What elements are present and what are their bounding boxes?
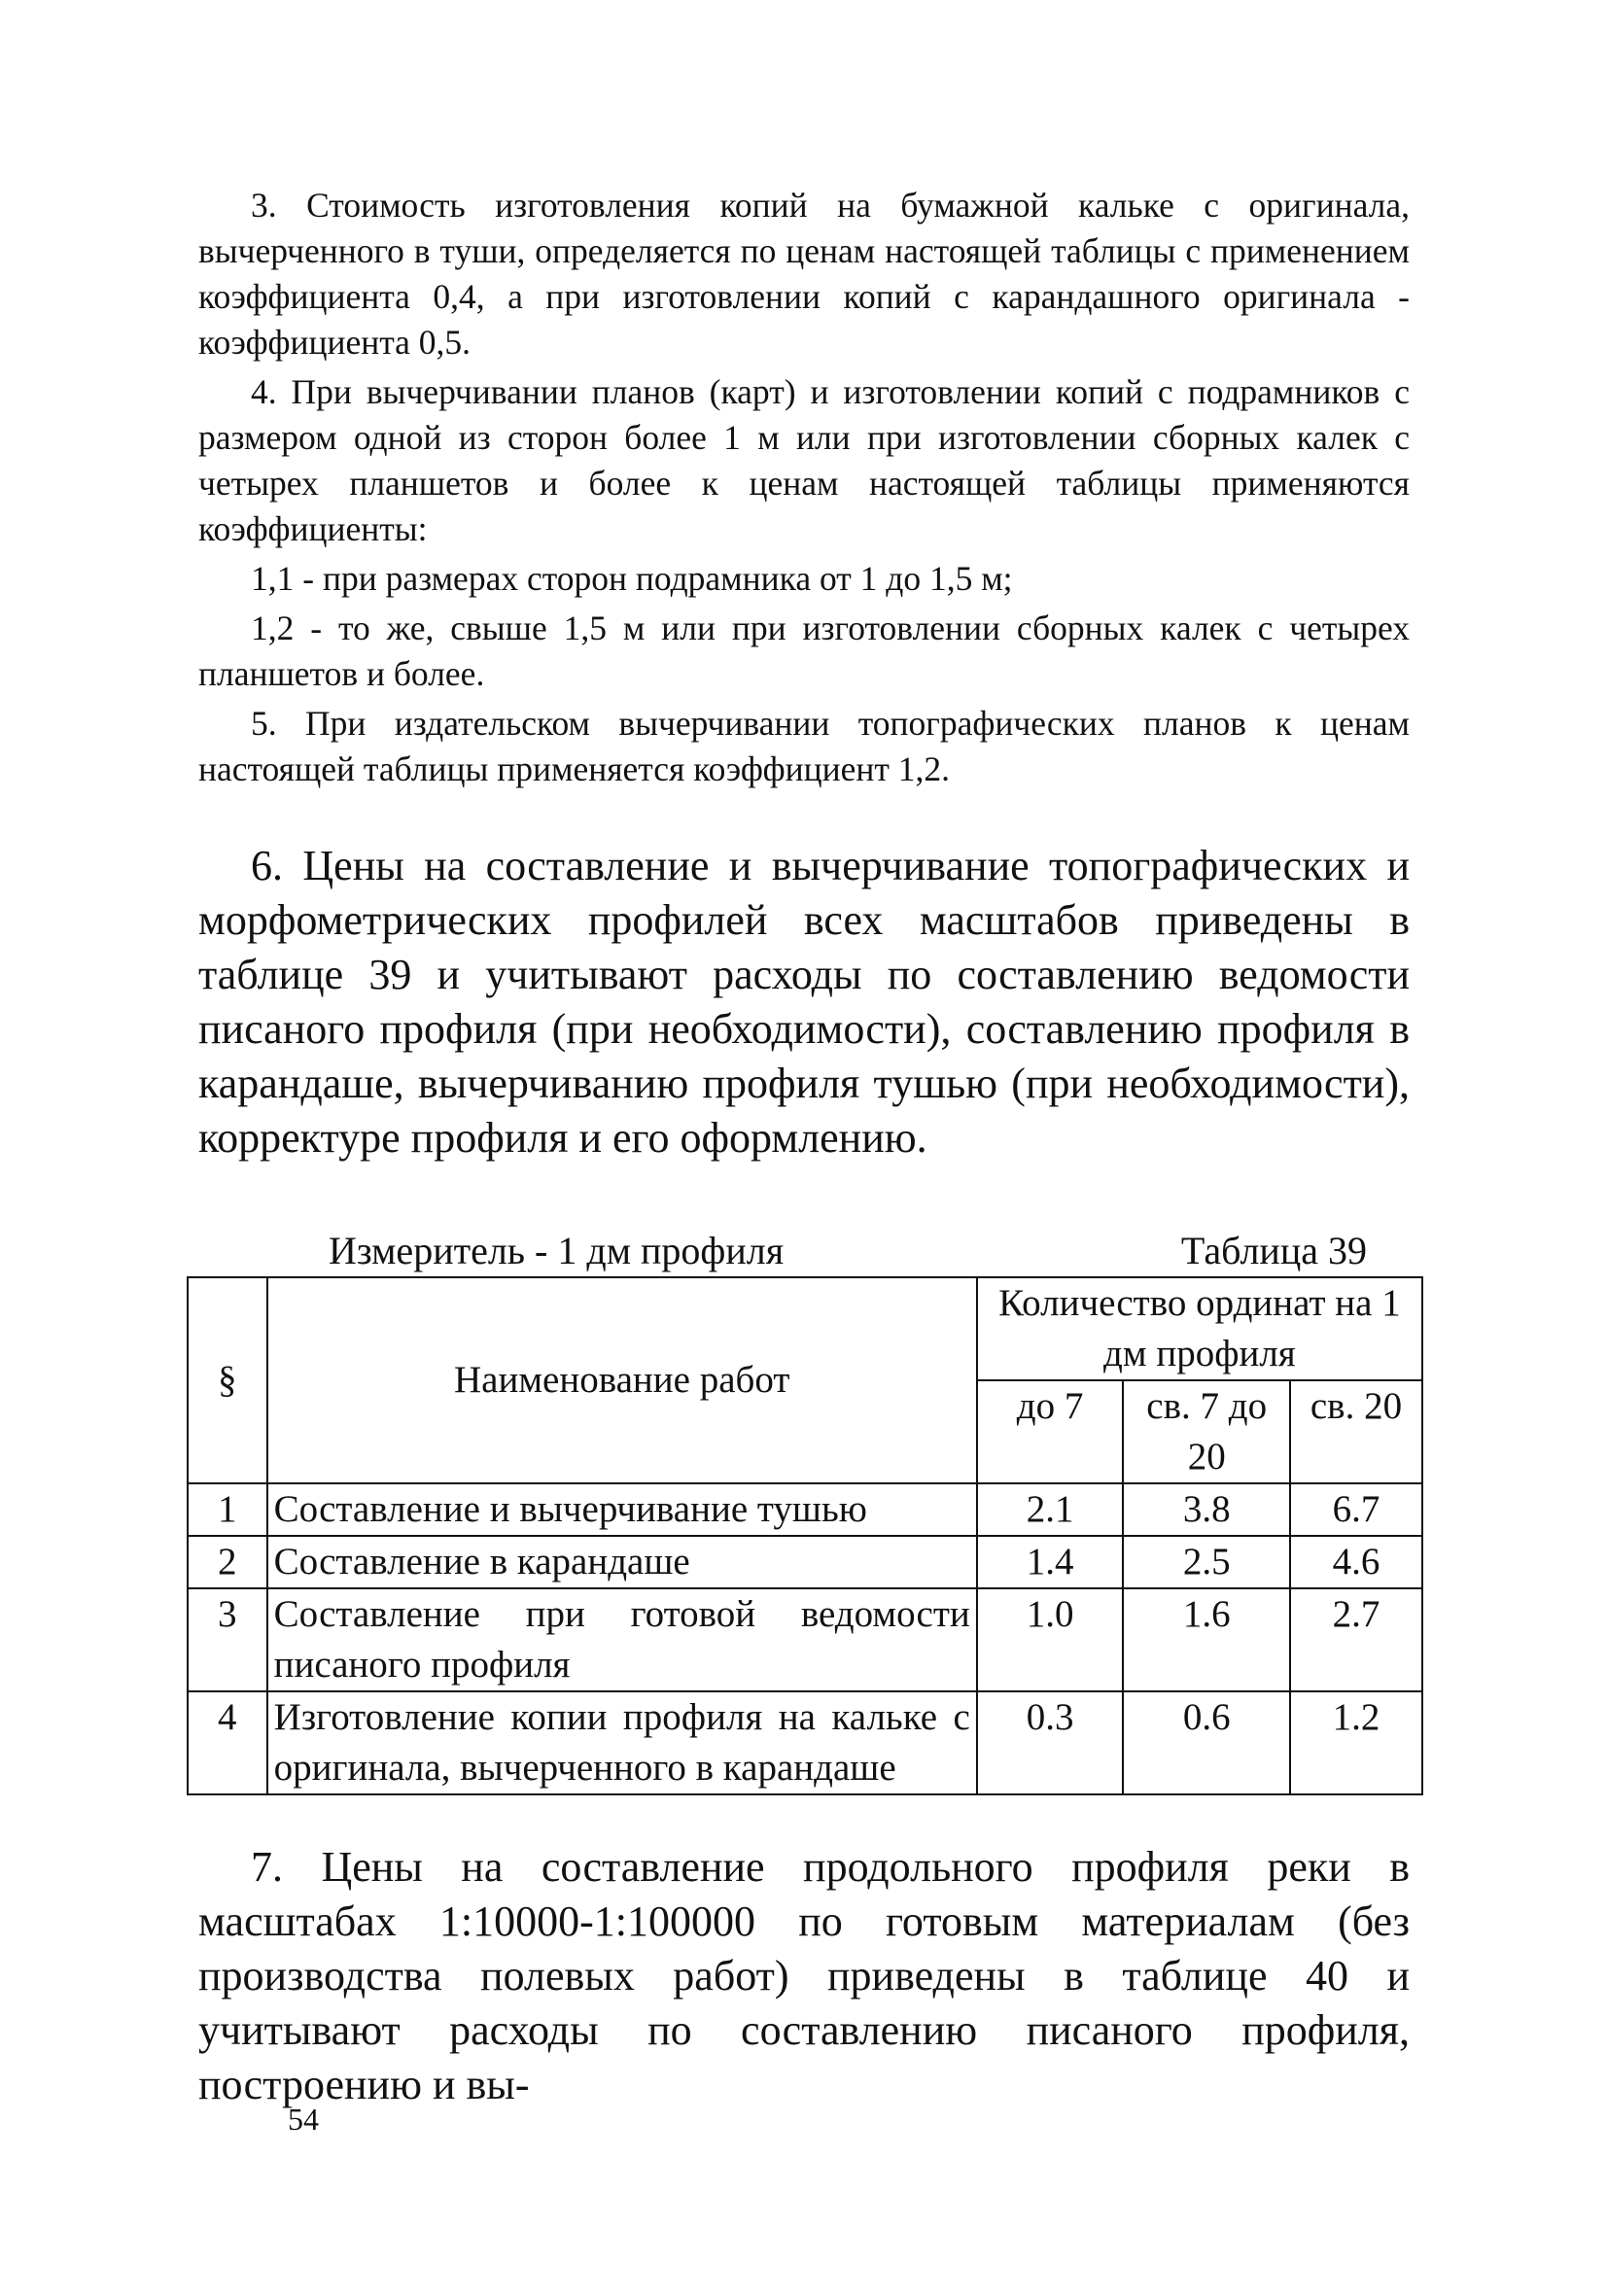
row-number: 4: [188, 1691, 267, 1794]
note-4: 4. При вычерчивании планов (карт) и изготовлении копий с подрамников с размером одной из сторон более 1 м или при изготовлении сборных калек с четырех планшетов и более к ценам настоящей таблицы применяются коэффициенты:: [198, 372, 1410, 548]
header-col-up-to-7: до 7: [977, 1380, 1124, 1483]
row-value-up-to-7: 1.0: [977, 1588, 1124, 1691]
table-row: [188, 1536, 1422, 1588]
document-page: [198, 183, 1410, 2112]
row-work-name: Изготовление копии профиля на кальке с оригинала, вычерченного в карандаше: [267, 1691, 977, 1794]
table-header-row: [188, 1277, 1422, 1380]
table-number: Таблица 39: [1180, 1229, 1367, 1272]
table-measure: Измеритель - 1 дм профиля: [329, 1229, 785, 1272]
row-value-over-20: 1.2: [1290, 1691, 1422, 1794]
row-value-up-to-7: 2.1: [977, 1483, 1124, 1536]
row-work-name: Составление в карандаше: [267, 1536, 977, 1588]
row-work-name: Составление и вычерчивание тушью: [267, 1483, 977, 1536]
header-col-7-to-20: св. 7 до 20: [1123, 1380, 1290, 1483]
row-value-over-20: 6.7: [1290, 1483, 1422, 1536]
table-row: [188, 1691, 1422, 1794]
header-section-sign: §: [188, 1277, 267, 1483]
row-value-up-to-7: 1.4: [977, 1536, 1124, 1588]
row-value-over-20: 2.7: [1290, 1588, 1422, 1691]
note-3: 3. Стоимость изготовления копий на бумажной кальке с оригинала, вычерченного в туши, определяется по ценам настоящей таблицы с применением коэффициента 0,4, а при изготовлении копий с карандашного оригинала - коэффициента 0,5.: [198, 186, 1410, 362]
table-row: [188, 1588, 1422, 1691]
row-number: 1: [188, 1483, 267, 1536]
row-value-up-to-7: 0.3: [977, 1691, 1124, 1794]
page-number: 54: [288, 2102, 319, 2137]
header-ordinates-group: Количество ординат на 1 дм профиля: [977, 1277, 1422, 1380]
row-number: 3: [188, 1588, 267, 1691]
table-row: [188, 1483, 1422, 1536]
table-caption: [198, 1226, 1410, 1276]
note-5: 5. При издательском вычерчивании топографических планов к ценам настоящей таблицы применяется коэффициент 1,2.: [198, 704, 1410, 788]
section-6-paragraph: 6. Цены на составление и вычерчивание топографических и морфометрических профилей всех масштабов приведены в таблице 39 и учитывают расходы по составлению ведомости писаного профиля (при необходимости), составлению профиля в карандаше, вычерчиванию профиля тушью (при необходимости), корректуре профиля и его оформлению.: [198, 842, 1410, 1162]
row-value-7-to-20: 0.6: [1123, 1691, 1290, 1794]
row-work-name: Составление при готовой ведомости писаного профиля: [267, 1588, 977, 1691]
header-col-over-20: св. 20: [1290, 1380, 1422, 1483]
note-4-coefficient-2: 1,2 - то же, свыше 1,5 м или при изготовлении сборных калек с четырех планшетов и более.: [198, 609, 1410, 693]
header-work-name: Наименование работ: [267, 1277, 977, 1483]
row-value-7-to-20: 2.5: [1123, 1536, 1290, 1588]
row-value-7-to-20: 3.8: [1123, 1483, 1290, 1536]
row-value-7-to-20: 1.6: [1123, 1588, 1290, 1691]
price-table: [187, 1276, 1423, 1795]
row-number: 2: [188, 1536, 267, 1588]
note-4-coefficient-1: 1,1 - при размерах сторон подрамника от 1 до 1,5 м;: [251, 559, 1013, 598]
row-value-over-20: 4.6: [1290, 1536, 1422, 1588]
section-7-paragraph: 7. Цены на составление продольного профиля реки в масштабах 1:10000-1:100000 по готовым материалам (без производства полевых работ) приведены в таблице 40 и учитывают расходы по составлению писаного профиля, построению и вы-: [198, 1843, 1410, 2108]
